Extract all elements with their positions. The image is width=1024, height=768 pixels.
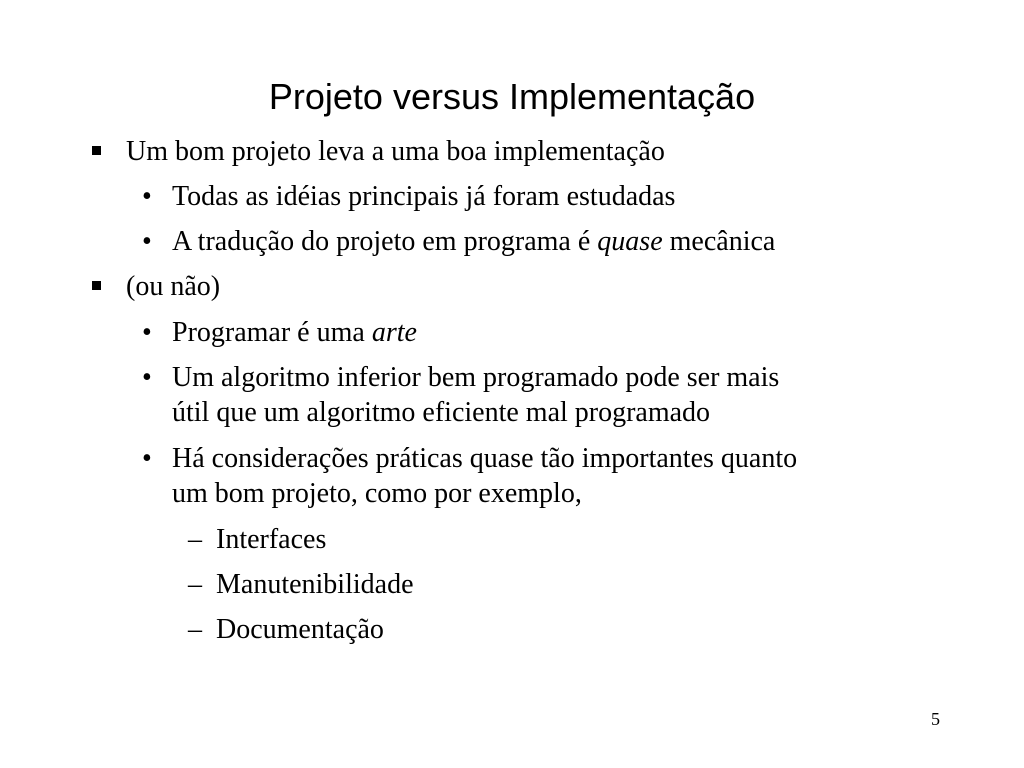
emphasis-text: arte [371,317,417,348]
sub-bullet-text: Interfaces [216,524,327,555]
sub-bullet-text: Manutenibilidade [216,569,414,600]
dash-bullet-icon: – [188,524,202,555]
dash-bullet-icon: – [188,614,202,645]
text-segment: A tradução do projeto em programa é [172,226,598,257]
text-segment: mecânica [662,226,776,257]
bullet-text: Um bom projeto leva a uma boa implementação [126,136,665,167]
bullet-icon: • [142,181,152,212]
bullet-text-continuation: um bom projeto, como por exemplo, [172,478,582,509]
bullet-text [172,225,775,259]
bullet-icon: • [142,226,152,257]
square-bullet-icon [92,146,101,155]
sub-bullet-text: Documentação [216,614,384,645]
emphasis-text: quase [597,226,663,257]
bullet-text: Todas as idéias principais já foram estudadas [172,181,676,212]
bullet-icon: • [142,362,152,393]
square-bullet-icon [92,281,101,290]
bullet-text: Um algoritmo inferior bem programado pode ser mais [172,362,780,393]
bullet-text-continuation: útil que um algoritmo eficiente mal programado [172,397,711,428]
page-number: 5 [931,709,940,729]
bullet-text: (ou não) [126,271,221,302]
text-segment: Programar é uma [172,317,372,348]
dash-bullet-icon: – [188,569,202,600]
bullet-text [172,316,417,350]
bullet-icon: • [142,317,152,348]
bullet-text: Há considerações práticas quase tão importantes quanto [172,443,798,474]
slide-title: Projeto versus Implementação [268,76,756,117]
bullet-icon: • [142,443,152,474]
